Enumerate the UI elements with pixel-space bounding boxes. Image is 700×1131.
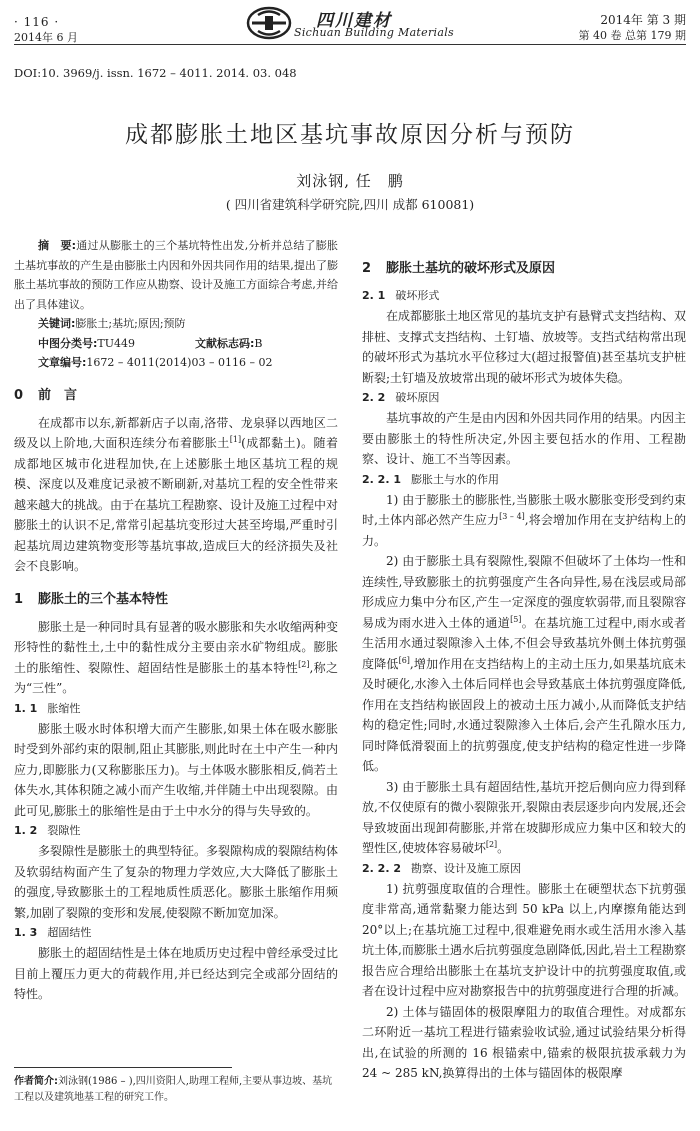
paragraph: 膨胀土吸水时体积增大而产生膨胀,如果土体在吸水膨胀时受到外部约束的限制,阻止其膨胀,则此时在土中产生一种内应力,即膨胀力(又称膨胀压力)。与土体吸水膨胀相反,倘若土体失水,其体积随之减小而产生收缩,并伴随土中出现裂隙。由此可见,膨胀土的胀缩性是由于土中水分的得与失导致的。	[14, 721, 338, 818]
section-number: 2	[362, 261, 372, 276]
issue-info: 2014年 第 3 期	[600, 13, 686, 27]
subsection-heading	[14, 923, 338, 943]
citation: [3 – 4]	[499, 512, 525, 521]
text: 1) 由于膨胀土的膨胀性,当膨胀土吸水膨胀变形受到约束时,土体内部必然产生应力	[362, 492, 686, 527]
subsection-heading	[362, 470, 686, 490]
affiliation: ( 四川省建筑科学研究院,四川 成都 610081)	[225, 197, 475, 212]
footnote-text: 刘泳钢(1986 – ),四川资阳人,助理工程师,主要从事边坡、基坑工程以及建筑地基工程的研究工作。	[14, 1076, 333, 1103]
paragraph	[362, 777, 686, 859]
subsection-title: 膨胀土与水的作用	[410, 472, 499, 486]
section-heading	[14, 589, 338, 611]
subsection-heading	[14, 821, 338, 841]
subsection-number: 1. 1	[14, 701, 38, 715]
abstract	[14, 236, 338, 314]
paragraph: 基坑事故的产生是由内因和外因共同作用的结果。内因主要由膨胀土的特性所决定,外因主要包括水的作用、工程勘察、设计、施工不当等因素。	[362, 411, 687, 466]
citation: [2]	[485, 840, 498, 849]
paragraph	[362, 551, 686, 777]
subsection-title: 胀缩性	[47, 701, 81, 715]
text: 膨胀土是一种同时具有显著的吸水膨胀和失水收缩两种变形特性的黏性土,土中的黏性成分主要由亲水矿物组成。膨胀土的胀缩性、裂隙性、超固结性是膨胀土的基本特性	[14, 619, 339, 675]
paragraph: 在成都膨胀土地区常见的基坑支护有悬臂式支挡结构、双排桩、支撑式支挡结构、土钉墙、放坡等。支挡式结构常出现的破坏形式为基坑水平位移过大(超过报警值)甚至基坑支护桩断裂;土钉墙及放坡常出现的破坏形式为坡体失稳。	[362, 309, 687, 385]
text: 3) 由于膨胀土具有超固结性,基坑开挖后侧向应力得到释放,不仅使原有的微小裂隙张开,裂隙由表层逐步向内发展,还会导致坡面出现卸荷膨胀,并常在坡脚形成应力集中区和较大的塑性区,使坡体容易破坏	[362, 779, 686, 855]
footnote-divider	[14, 1067, 232, 1068]
article-number-label: 文章编号:	[38, 356, 87, 369]
keywords	[14, 314, 338, 334]
subsection-number: 1. 2	[14, 824, 38, 837]
subsection-number: 1. 3	[14, 926, 38, 939]
section-title: 膨胀土基坑的破坏形式及原因	[386, 261, 556, 276]
clc-value: TU449	[97, 336, 136, 350]
paragraph: 2) 土体与锚固体的极限摩阻力的取值合理性。对成都东二环附近一基坑工程进行锚索验收试验,通过试验结果分析得出,在试验的所测的 16 根锚索中,锚索的极限抗拔承载力为 24 ~ 285 kN,换算得出的土体与锚固体的极限摩	[362, 1004, 686, 1080]
keywords-text: 膨胀土;基坑;原因;预防	[75, 317, 186, 330]
section-number: 0	[14, 387, 24, 403]
classification	[14, 334, 338, 354]
subsection-heading	[362, 859, 686, 879]
subsection-title: 破坏形式	[395, 289, 440, 302]
paragraph: 多裂隙性是膨胀土的典型特征。多裂隙构成的裂隙结构体及软弱结构面产生了复杂的物理力学效应,大大降低了膨胀土的强度,导致膨胀土的工程地质性质恶化。膨胀土胀缩作用频繁,加剧了裂隙的变形和发展,使裂隙不断加宽加深。	[14, 844, 339, 920]
section-heading	[362, 258, 686, 280]
section-number: 1	[14, 591, 24, 607]
footnote-label: 作者简介:	[14, 1076, 58, 1087]
citation: [5]	[510, 614, 522, 624]
header-date: 2014年 6 月	[14, 31, 78, 44]
header-left	[14, 14, 78, 46]
journal-logo	[246, 6, 476, 42]
paper-title: 成都膨胀土地区基坑事故原因分析与预防	[125, 122, 575, 148]
left-column	[14, 236, 338, 1005]
article-number-value: 1672 – 4011(2014)03 – 0116 – 02	[86, 356, 273, 369]
subsection-heading	[14, 699, 338, 719]
header-right	[579, 12, 686, 44]
paragraph	[362, 490, 686, 552]
subsection-title: 超固结性	[47, 926, 92, 939]
clc-label: 中图分类号:	[38, 336, 98, 350]
abstract-label: 摘 要:	[38, 239, 77, 252]
text: 。在基坑施工过程中,雨水或者生活用水通过裂隙渗入土体,不但会导致基坑外侧土体抗剪强度降低	[362, 615, 686, 671]
right-column	[362, 258, 686, 1084]
citation: [2]	[298, 659, 310, 669]
author-footnote	[14, 1074, 338, 1106]
subsection-heading	[362, 388, 686, 408]
volume-info: 第 40 卷 总第 179 期	[578, 29, 686, 42]
text: 在成都市以东,新都新店子以南,洛带、龙泉驿以西地区二级及以上阶地,大面积连续分布着膨胀土	[14, 415, 338, 450]
paragraph: 膨胀土的超固结性是土体在地质历史过程中曾经承受过比目前上覆压力更大的荷载作用,并已经达到完全或部分固结的特性。	[14, 946, 339, 1001]
section-title: 前 言	[38, 387, 78, 403]
doi: DOI:10. 3969/j. issn. 1672 – 4011. 2014. 03. 048	[14, 66, 297, 80]
paragraph: 1) 抗剪强度取值的合理性。膨胀土在硬塑状态下抗剪强度非常高,通常黏聚力能达到 50 kPa 以上,内摩擦角能达到 20°以上;在基坑施工过程中,很难避免雨水或生活用水渗入基坑土体,而膨胀土遇水后抗剪强度急剧降低,因此,岩土工程勘察报告应合理给出膨胀土在基坑支护设计中的抗剪强度取值,或者在设计过程中应对勘察报告中的抗剪强度进行合理的折减。	[362, 881, 687, 998]
authors: 刘泳钢, 任 鹏	[296, 172, 404, 190]
subsection-title: 破坏原因	[395, 391, 440, 404]
journal-name-cn: 四川建材	[316, 11, 392, 31]
citation: [6]	[398, 655, 410, 665]
text: ,增加作用在支挡结构上的主动土压力,如果基坑底未及时硬化,水渗入土体后同样也会导致基底土体抗剪强度降低,作用在支挡结构嵌固段上的被动土压力减小,从而降低支护结构的稳定性;同时,水通过裂隙渗入土体后,会产生孔隙水压力,同时降低滑裂面上的抗剪强度,使支护结构的稳定性进一步降低。	[362, 656, 686, 773]
paragraph	[14, 413, 338, 577]
journal-name-en: Sichuan Building Materials	[294, 26, 454, 39]
text: ,将会增加作用在支护结构上的力。	[362, 513, 686, 548]
keywords-label: 关键词:	[38, 317, 76, 330]
doc-code-value: B	[254, 336, 263, 350]
article-number	[14, 353, 338, 373]
doc-code-label: 文献标志码:	[195, 336, 255, 350]
section-title: 膨胀土的三个基本特性	[38, 591, 169, 607]
citation: [1]	[229, 435, 242, 444]
subsection-number: 2. 2. 1	[362, 472, 401, 486]
text: 。	[497, 841, 510, 855]
text: 2) 由于膨胀土具有裂隙性,裂隙不但破坏了土体均一性和连续性,导致膨胀土的抗剪强度产生各向异性,易在浅层或局部形成应力集中分布区,产生一定深度的强度软弱带,而且裂隙容易成为雨水进入土体的通道	[362, 554, 686, 630]
text: (成都黏土)。随着成都地区城市化进程加快,在上述膨胀土地区基坑工程的规模、深度以及难度记录被不断刷新,对基坑工程的安全性带来越来越大的挑战。由于在基坑工程勘察、设计及施工过程中对膨胀土的认识不足,常常引起基坑变形过大甚至垮塌,严重时引起基坑周边建筑物变形等基坑事故,造成巨大的经济损失及社会不良影响。	[14, 436, 339, 573]
page-header	[14, 0, 686, 45]
subsection-title: 勘察、设计及施工原因	[410, 861, 521, 875]
subsection-title: 裂隙性	[47, 824, 81, 837]
section-heading	[14, 385, 338, 407]
paragraph	[14, 617, 338, 699]
subsection-heading	[362, 286, 686, 306]
subsection-number: 2. 1	[362, 289, 386, 302]
subsection-number: 2. 2. 2	[362, 861, 401, 875]
journal-emblem-icon	[246, 6, 292, 40]
page-number: · 116 ·	[14, 15, 60, 29]
abstract-text: 通过从膨胀土的三个基坑特性出发,分析并总结了膨胀土基坑事故的产生是由膨胀土内因和外因共同作用的结果,提出了膨胀土基坑事故的预防工作应从勘察、设计及施工方面综合考虑,并给出了具体建议。	[14, 239, 338, 311]
subsection-number: 2. 2	[362, 391, 386, 404]
text: ,称之为“三性”。	[14, 660, 338, 695]
